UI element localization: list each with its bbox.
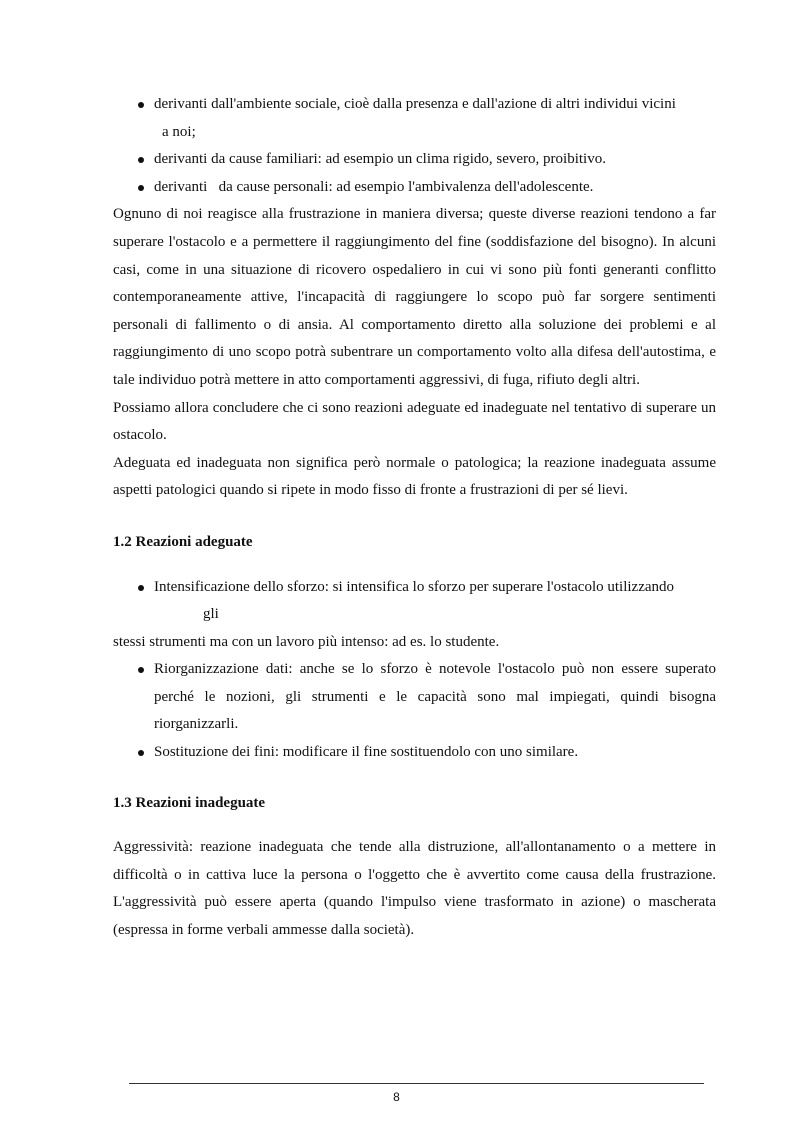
body-paragraph: Possiamo allora concludere che ci sono reazioni adeguate ed inadeguate nel tentativo di superare un ostacolo. xyxy=(113,399,716,444)
list-item-continuation: a noi; xyxy=(162,123,196,140)
section-heading: 1.2 Reazioni adeguate xyxy=(113,533,253,550)
list-item-text: derivanti da cause personali: ad esempio l'ambivalenza dell'adolescente. xyxy=(154,178,594,195)
body-paragraph: Aggressività: reazione inadeguata che tende alla distruzione, all'allontanamento o a mettere in difficoltà o in cattiva luce la persona o l'oggetto che è avvertito come causa della frustrazione. L'aggressività può essere aperta (quando l'impulso viene trasformato in azione) o mascherata (espressa in forme verbali ammesse dalla società). xyxy=(113,839,716,939)
intro-bullet-list xyxy=(113,91,716,201)
adequate-reactions-list xyxy=(113,574,716,629)
page-number: 8 xyxy=(393,1090,400,1104)
list-item xyxy=(113,656,716,739)
list-item-text: Intensificazione dello sforzo: si intensifica lo sforzo per superare l'ostacolo utilizzando xyxy=(154,578,675,595)
footer-divider xyxy=(129,1083,704,1084)
list-item xyxy=(113,146,716,174)
list-item-text: derivanti da cause familiari: ad esempio un clima rigido, severo, proibitivo. xyxy=(154,151,606,168)
list-item-text: Sostituzione dei fini: modificare il fine sostituendolo con uno similare. xyxy=(154,744,579,761)
list-item xyxy=(113,174,716,202)
adequate-reactions-list-continued xyxy=(113,656,716,766)
list-item-text: derivanti dall'ambiente sociale, cioè dalla presenza e dall'azione di altri individui vicini xyxy=(154,96,676,112)
list-item-text: Riorganizzazione dati: anche se lo sforzo è notevole l'ostacolo può non essere superato perché le nozioni, gli strumenti e le capacità sono mal impiegati, quindi bisogna riorganizzarli. xyxy=(154,661,716,733)
page-body xyxy=(113,91,716,945)
body-paragraph: Adeguata ed inadeguata non significa però normale o patologica; la reazione inadeguata assume aspetti patologici quando si ripete in modo fisso di fronte a frustrazioni di per sé lievi. xyxy=(113,454,716,499)
section-heading: 1.3 Reazioni inadeguate xyxy=(113,794,266,811)
list-item-tail: stessi strumenti ma con un lavoro più intenso: ad es. lo studente. xyxy=(113,633,500,650)
list-item xyxy=(113,91,716,146)
list-item xyxy=(113,739,716,767)
list-item-continuation: gli xyxy=(203,606,219,623)
list-item xyxy=(113,574,716,629)
body-paragraph: Ognuno di noi reagisce alla frustrazione in maniera diversa; queste diverse reazioni tendono a far superare l'ostacolo e a permettere il raggiungimento del fine (soddisfazione del bisogno). In alcuni casi, come in una situazione di ricovero ospedaliero in cui vi sono più fonti generanti conflitto contemporaneamente attive, l'incapacità di raggiungere lo scopo può far sorgere sentimenti personali di fallimento o di ansia. Al comportamento diretto alla soluzione dei problemi e al raggiungimento di uno scopo potrà subentrare un comportamento volto alla difesa dell'autostima, e tale individuo potrà mettere in atto comportamenti aggressivi, di fuga, rifiuto degli altri. xyxy=(113,206,716,388)
